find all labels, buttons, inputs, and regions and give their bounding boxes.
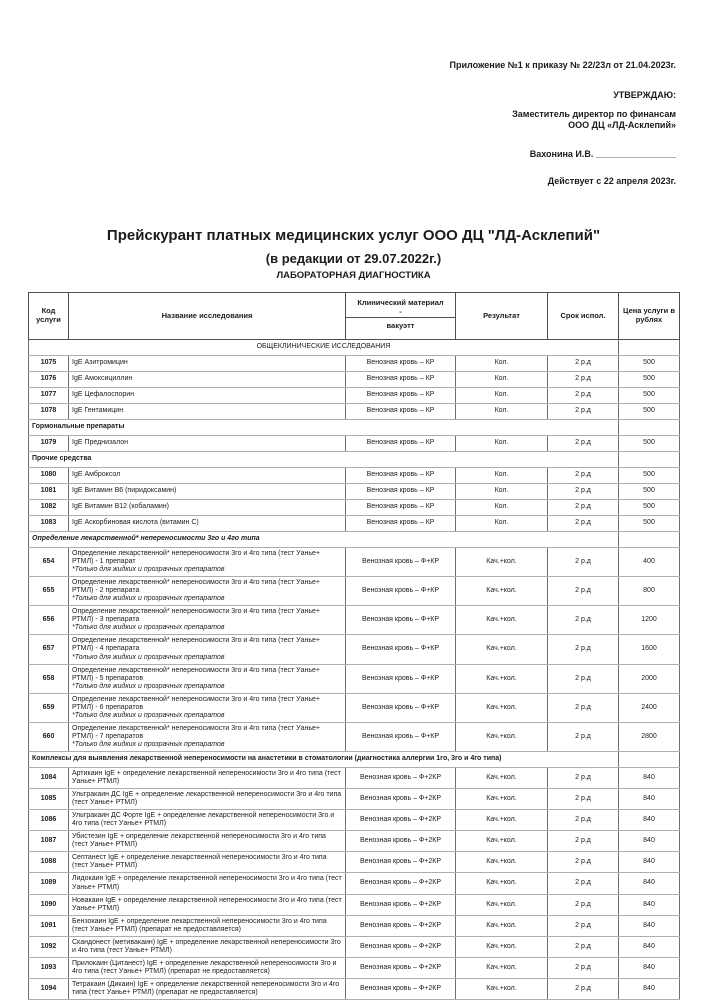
service-result: Кач.+кол. [456,810,548,831]
service-price: 840 [619,915,680,936]
price-cell-empty [619,420,680,436]
service-result: Кач.+кол. [456,548,548,577]
table-row [29,789,680,810]
table-row [29,484,680,500]
service-material: Венозная кровь – КР [346,372,456,388]
service-name-text: Определение лекарственной* непереносимости 3го и 4го типа (тест Уанье+ РТМЛ) - 5 препаратов [72,666,320,682]
price-cell-empty [619,751,680,767]
service-code: 1078 [29,404,69,420]
signature-blank-line: ________________ [595,149,676,159]
table-row [29,548,680,577]
service-code: 1094 [29,978,69,999]
table-row [29,722,680,751]
table-row [29,500,680,516]
service-material: Венозная кровь – Ф+КР [346,664,456,693]
service-term: 2 р.д [548,548,619,577]
table-row [29,810,680,831]
table-row [29,852,680,873]
service-result: Кол. [456,404,548,420]
service-result: Кач.+кол. [456,664,548,693]
service-name [69,372,346,388]
service-code: 1090 [29,894,69,915]
service-result: Кач.+кол. [456,722,548,751]
service-material: Венозная кровь – Ф+2КР [346,894,456,915]
service-result: Кач.+кол. [456,957,548,978]
service-term: 2 р.д [548,789,619,810]
price-cell-empty [619,452,680,468]
service-name [69,722,346,751]
table-row [29,404,680,420]
table-row [29,767,680,788]
col-header-name: Название исследования [69,293,346,340]
section-label: ОБЩЕКЛИНИЧЕСКИЕ ИССЛЕДОВАНИЯ [29,340,619,356]
service-term: 2 р.д [548,468,619,484]
service-name-text: IgE Витамин В6 (пиридоксамин) [72,487,177,495]
service-name-text: Определение лекарственной* непереносимости 3го и 4го типа (тест Уанье+ РТМЛ) - 2 препарата [72,579,320,595]
service-price: 500 [619,388,680,404]
service-name [69,664,346,693]
service-name [69,789,346,810]
service-price: 840 [619,936,680,957]
service-note: *Только для жидких и прозрачных препаратов [72,595,225,603]
signer-name: Вахонина И.В. [529,149,594,159]
approve-label: УТВЕРЖДАЮ: [613,90,676,100]
col-header-result: Результат [456,293,548,340]
service-material: Венозная кровь – КР [346,516,456,532]
service-term: 2 р.д [548,577,619,606]
edition-subtitle: (в редакции от 29.07.2022г.) [265,251,442,266]
price-cell-empty [619,340,680,356]
service-term: 2 р.д [548,693,619,722]
section-row [29,751,680,767]
service-price: 840 [619,894,680,915]
service-note: *Только для жидких и прозрачных препаратов [72,566,225,574]
service-price: 500 [619,484,680,500]
service-material: Венозная кровь – Ф+КР [346,548,456,577]
table-row [29,957,680,978]
service-name-text: Определение лекарственной* непереносимости 3го и 4го типа (тест Уанье+ РТМЛ) - 4 препарата [72,637,320,653]
service-term: 2 р.д [548,635,619,664]
service-material: Венозная кровь – Ф+2КР [346,831,456,852]
service-name-text: Скандонест (метивакаин) IgE + определение лекарственной непереносимости 3го и 4го типа (тест Уанье+ РТМЛ) [72,938,341,954]
service-result: Кач.+кол. [456,873,548,894]
service-result: Кол. [456,500,548,516]
service-name [69,978,346,999]
service-term: 2 р.д [548,936,619,957]
service-price: 500 [619,356,680,372]
service-code: 657 [29,635,69,664]
service-term: 2 р.д [548,372,619,388]
price-cell-empty [619,532,680,548]
service-result: Кач.+кол. [456,978,548,999]
service-code: 1076 [29,372,69,388]
section-row [29,452,680,468]
service-result: Кач.+кол. [456,936,548,957]
service-price: 2800 [619,722,680,751]
service-name [69,767,346,788]
service-note: *Только для жидких и прозрачных препаратов [72,711,225,719]
table-row [29,356,680,372]
service-name-text: Септанест IgE + определение лекарственной непереносимости 3го и 4го типа (тест Уанье+ РТМЛ) [72,854,327,870]
service-price: 500 [619,516,680,532]
service-name [69,936,346,957]
service-term: 2 р.д [548,852,619,873]
service-result: Кач.+кол. [456,915,548,936]
service-name-text: IgE Гентамицин [72,407,124,415]
service-term: 2 р.д [548,356,619,372]
service-material: Венозная кровь – КР [346,500,456,516]
service-code: 1081 [29,484,69,500]
service-result: Кол. [456,484,548,500]
service-name-text: Ультракаин ДС Форте IgE + определение лекарственной непереносимости 3го и 4го типа (тест Уанье+ РТМЛ) [72,812,335,828]
service-code: 1086 [29,810,69,831]
title-block [0,227,707,281]
service-material: Венозная кровь – Ф+2КР [346,810,456,831]
service-name-text: Убистезин IgE + определение лекарственной непереносимости 3го и 4го типа (тест Уанье+ РТМЛ) [72,833,326,849]
service-term: 2 р.д [548,831,619,852]
service-note: *Только для жидких и прозрачных препаратов [72,740,225,748]
service-term: 2 р.д [548,484,619,500]
table-header-row [29,293,680,340]
service-price: 840 [619,852,680,873]
service-code: 1080 [29,468,69,484]
service-code: 655 [29,577,69,606]
service-name-text: Определение лекарственной* непереносимости 3го и 4го типа (тест Уанье+ РТМЛ) - 7 препаратов [72,724,320,740]
material-header-top: Клинический материал - [346,297,455,318]
service-result: Кол. [456,356,548,372]
service-name [69,693,346,722]
service-material: Венозная кровь – КР [346,388,456,404]
service-material: Венозная кровь – Ф+2КР [346,767,456,788]
service-name [69,873,346,894]
service-term: 2 р.д [548,894,619,915]
service-term: 2 р.д [548,606,619,635]
service-name-text: Определение лекарственной* непереносимости 3го и 4го типа (тест Уанье+ РТМЛ) - 6 препаратов [72,695,320,711]
service-material: Венозная кровь – Ф+КР [346,693,456,722]
service-name [69,516,346,532]
service-name-text: IgE Аскорбиновая кислота (витамин С) [72,519,199,527]
service-result: Кач.+кол. [456,789,548,810]
service-code: 1079 [29,436,69,452]
material-header-bottom: вакуэтт [386,321,415,331]
service-term: 2 р.д [548,436,619,452]
service-name-text: Прилокаин (Цитанест) IgE + определение лекарственной непереносимости 3го и 4го типа (тест Уанье+ РТМЛ) (препарат не предоставляется) [72,959,337,975]
service-name-text: IgE Цефалоспорин [72,391,135,399]
table-row [29,894,680,915]
page-title: Прейскурант платных медицинских услуг ООО ДЦ "ЛД-Асклепий" [106,227,601,244]
service-result: Кол. [456,372,548,388]
service-term: 2 р.д [548,915,619,936]
service-price: 500 [619,436,680,452]
service-material: Венозная кровь – Ф+2КР [346,915,456,936]
service-name [69,436,346,452]
service-material: Венозная кровь – Ф+2КР [346,978,456,999]
service-note: *Только для жидких и прозрачных препаратов [72,682,225,690]
service-material: Венозная кровь – Ф+2КР [346,957,456,978]
service-price: 840 [619,810,680,831]
service-result: Кол. [456,516,548,532]
service-price: 500 [619,468,680,484]
service-code: 1089 [29,873,69,894]
service-name [69,468,346,484]
service-term: 2 р.д [548,516,619,532]
service-price: 840 [619,767,680,788]
service-result: Кач.+кол. [456,894,548,915]
section-row [29,340,680,356]
service-price: 840 [619,978,680,999]
col-header-price: Цена услуги в рублях [619,293,680,340]
service-name-text: IgE Амброксол [72,471,121,479]
table-row [29,436,680,452]
section-label: Комплексы для выявления лекарственной непереносимости на анастетики в стоматологии (диагностика аллергии 1го, 3го и 4го типа) [29,751,619,767]
col-header-code: Код услуги [29,293,69,340]
service-name [69,404,346,420]
service-price: 840 [619,831,680,852]
service-code: 1087 [29,831,69,852]
service-term: 2 р.д [548,500,619,516]
table-row [29,831,680,852]
service-price: 2000 [619,664,680,693]
service-result: Кач.+кол. [456,635,548,664]
service-code: 654 [29,548,69,577]
table-row [29,388,680,404]
service-code: 1092 [29,936,69,957]
service-result: Кач.+кол. [456,767,548,788]
service-material: Венозная кровь – КР [346,484,456,500]
service-code: 1083 [29,516,69,532]
table-row [29,873,680,894]
service-material: Венозная кровь – Ф+2КР [346,873,456,894]
service-code: 660 [29,722,69,751]
service-result: Кол. [456,436,548,452]
appendix-line: Приложение №1 к приказу № 22/23л от 21.04.2023г. [449,60,676,70]
service-price: 800 [619,577,680,606]
service-material: Венозная кровь – КР [346,436,456,452]
service-code: 1077 [29,388,69,404]
service-name [69,852,346,873]
service-term: 2 р.д [548,404,619,420]
service-price: 1600 [619,635,680,664]
service-name [69,894,346,915]
service-price: 2400 [619,693,680,722]
service-name-text: Лидокаин IgE + определение лекарственной непереносимости 3го и 4го типа (тест Уанье+ РТМЛ) [72,875,342,891]
service-result: Кач.+кол. [456,577,548,606]
service-price: 840 [619,873,680,894]
service-name-text: IgE Азитромицин [72,359,128,367]
approver-line1: Заместитель директор по финансам [512,109,676,119]
service-term: 2 р.д [548,957,619,978]
service-result: Кач.+кол. [456,831,548,852]
service-name-text: Тетракаин (Дикаин) IgE + определение лекарственной непереносимости 3го и 4го типа (тест Уанье+ РТМЛ) (препарат не предоставляется) [72,980,340,996]
service-name [69,635,346,664]
table-row [29,693,680,722]
service-material: Венозная кровь – Ф+2КР [346,936,456,957]
section-label: Гормональные препараты [29,420,619,436]
valid-from-line: Действует с 22 апреля 2023г. [547,176,676,186]
service-price: 840 [619,957,680,978]
price-table [28,292,679,1000]
service-name-text: IgE Преднизалон [72,439,128,447]
table-row [29,936,680,957]
table-row [29,978,680,999]
service-material: Венозная кровь – Ф+КР [346,577,456,606]
service-price: 400 [619,548,680,577]
service-result: Кач.+кол. [456,606,548,635]
service-code: 1084 [29,767,69,788]
service-name [69,500,346,516]
service-name-text: Новакаин IgE + определение лекарственной непереносимости 3го и 4го типа (тест Уанье+ РТМЛ) [72,896,342,912]
service-result: Кач.+кол. [456,693,548,722]
service-term: 2 р.д [548,664,619,693]
service-code: 658 [29,664,69,693]
service-material: Венозная кровь – КР [346,356,456,372]
service-price: 1200 [619,606,680,635]
table-row [29,468,680,484]
table-row [29,577,680,606]
signer-line [450,149,676,160]
service-material: Венозная кровь – Ф+КР [346,635,456,664]
table-row [29,664,680,693]
service-price: 840 [619,789,680,810]
section-row [29,420,680,436]
service-term: 2 р.д [548,722,619,751]
service-code: 1085 [29,789,69,810]
service-name [69,484,346,500]
section-row [29,532,680,548]
table-row [29,606,680,635]
service-code: 656 [29,606,69,635]
service-code: 1091 [29,915,69,936]
service-name [69,831,346,852]
service-term: 2 р.д [548,810,619,831]
table-row [29,516,680,532]
service-term: 2 р.д [548,978,619,999]
service-name-text: Артикаин IgE + определение лекарственной непереносимости 3го и 4го типа (тест Уанье+ РТМЛ) [72,769,341,786]
service-note: *Только для жидких и прозрачных препаратов [72,624,225,632]
service-name-text: Ультракаин ДС IgE + определение лекарственной непереносимости 3го и 4го типа (тест Уанье+ РТМЛ) [72,791,342,807]
service-code: 659 [29,693,69,722]
service-name-text: IgE Витамин В12 (кобаламин) [72,503,169,511]
table-row [29,372,680,388]
service-material: Венозная кровь – Ф+КР [346,722,456,751]
price-table-grid [28,292,680,1000]
approver-line2: ООО ДЦ «ЛД-Асклепий» [568,120,676,130]
service-name-text: Определение лекарственной* непереносимости 3го и 4го типа (тест Уанье+ РТМЛ) - 1 препарат [72,550,320,566]
col-header-material [346,293,456,340]
col-header-term: Срок испол. [548,293,619,340]
service-term: 2 р.д [548,873,619,894]
table-row [29,635,680,664]
service-material: Венозная кровь – КР [346,468,456,484]
service-material: Венозная кровь – КР [346,404,456,420]
service-term: 2 р.д [548,767,619,788]
service-name [69,388,346,404]
service-result: Кол. [456,468,548,484]
service-material: Венозная кровь – Ф+2КР [346,852,456,873]
service-price: 500 [619,372,680,388]
service-result: Кач.+кол. [456,852,548,873]
service-name [69,606,346,635]
service-term: 2 р.д [548,388,619,404]
approval-block [450,60,676,187]
price-table-body [29,340,680,1000]
service-code: 1075 [29,356,69,372]
service-name [69,957,346,978]
service-name [69,548,346,577]
service-price: 500 [619,404,680,420]
service-name-text: Определение лекарственной* непереносимости 3го и 4го типа (тест Уанье+ РТМЛ) - 3 препарата [72,608,320,624]
service-name-text: Бензокаин IgE + определение лекарственной непереносимости 3го и 4го типа (тест Уанье+ РТМЛ) (препарат не предоставляется) [72,917,327,933]
service-name [69,356,346,372]
service-name [69,577,346,606]
service-code: 1088 [29,852,69,873]
section-label: Прочие средства [29,452,619,468]
service-name [69,810,346,831]
table-row [29,915,680,936]
service-material: Венозная кровь – Ф+КР [346,606,456,635]
section-label: Определение лекарственной* непереносимости 3го и 4го типа [29,532,619,548]
service-note: *Только для жидких и прозрачных препаратов [72,653,225,661]
service-code: 1093 [29,957,69,978]
service-code: 1082 [29,500,69,516]
lab-diagnostics-heading: ЛАБОРАТОРНАЯ ДИАГНОСТИКА [276,270,431,281]
service-price: 500 [619,500,680,516]
service-name-text: IgE Амоксициллин [72,375,133,383]
service-material: Венозная кровь – Ф+2КР [346,789,456,810]
service-result: Кол. [456,388,548,404]
service-name [69,915,346,936]
